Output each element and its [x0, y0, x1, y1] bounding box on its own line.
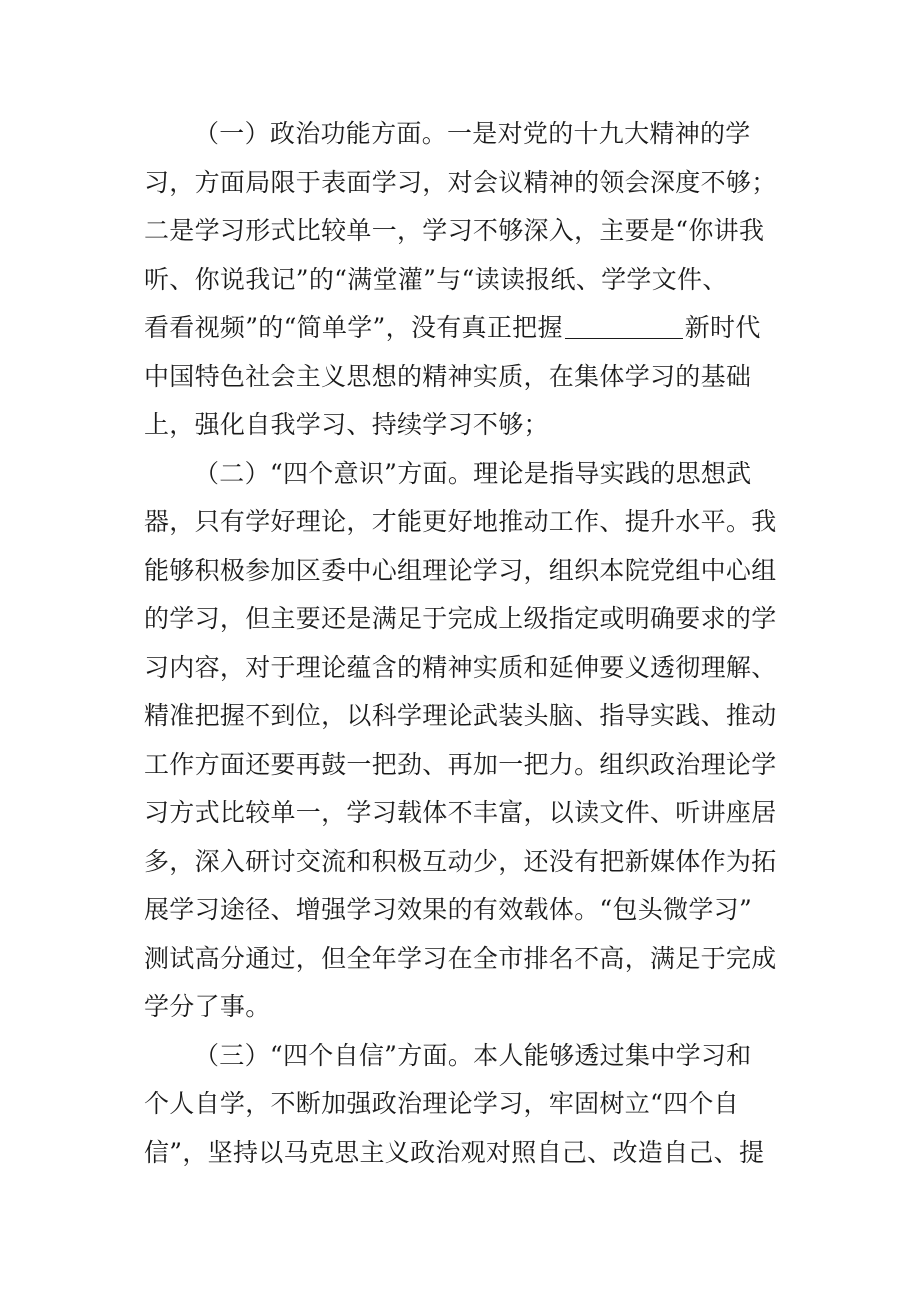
text-before-blank: 看看视频”的“简单学”，没有真正把握 — [144, 313, 563, 342]
text-line: （三）“四个自信”方面。本人能够透过集中学习和 — [194, 1040, 752, 1070]
text-line: 习内容，对于理论蕴含的精神实质和延伸要义透彻理解、 — [144, 652, 777, 682]
text-line: 学分了事。 — [144, 992, 271, 1021]
text-line: 的学习，但主要还是满足于完成上级指定或明确要求的学 — [144, 604, 777, 633]
text-line: 上，强化自我学习、持续学习不够； — [144, 410, 549, 439]
text-line: 二是学习形式比较单一，学习不够深入，主要是“你讲我 — [144, 216, 765, 245]
text-line: 习，方面局限于表面学习，对会议精神的领会深度不够； — [144, 167, 777, 197]
text-line: 精准把握不到位，以科学理论武装头脑、指导实践、推动 — [144, 701, 777, 730]
text-line: （二）“四个意识”方面。理论是指导实践的思想武 — [194, 458, 752, 488]
text-line: 工作方面还要再鼓一把劲、再加一把力。组织政治理论学 — [144, 749, 777, 779]
text-line: 展学习途径、增强学习效果的有效载体。“包头微学习” — [144, 895, 753, 924]
text-line: 个人自学，不断加强政治理论学习，牢固树立“四个自 — [144, 1089, 739, 1118]
fill-in-blank — [565, 313, 683, 339]
document-body — [144, 110, 784, 1177]
paragraph-political-function — [144, 110, 784, 450]
text-line: 中国特色社会主义思想的精神实质，在集体学习的基础 — [144, 361, 752, 391]
text-line: 测试高分通过，但全年学习在全市排名不高，满足于完成 — [144, 943, 777, 973]
text-line: 习方式比较单一，学习载体不丰富，以读文件、听讲座居 — [144, 798, 777, 827]
paragraph-four-consciousness — [144, 450, 784, 1032]
text-line: 信”，坚持以马克思主义政治观对照自己、改造自己、提 — [144, 1137, 765, 1167]
text-line-with-blank — [144, 304, 784, 353]
text-line: 听、你说我记”的“满堂灌”与“读读报纸、学学文件、 — [144, 264, 728, 294]
text-after-blank: 新时代 — [684, 313, 761, 342]
text-line: 器，只有学好理论，才能更好地推动工作、提升水平。我 — [144, 507, 777, 536]
paragraph-four-confidences — [144, 1032, 784, 1178]
text-line: （一）政治功能方面。一是对党的十九大精神的学 — [194, 119, 751, 148]
text-line: 能够积极参加区委中心组理论学习，组织本院党组中心组 — [144, 555, 777, 585]
text-line: 多，深入研讨交流和积极互动少，还没有把新媒体作为拓 — [144, 846, 777, 876]
